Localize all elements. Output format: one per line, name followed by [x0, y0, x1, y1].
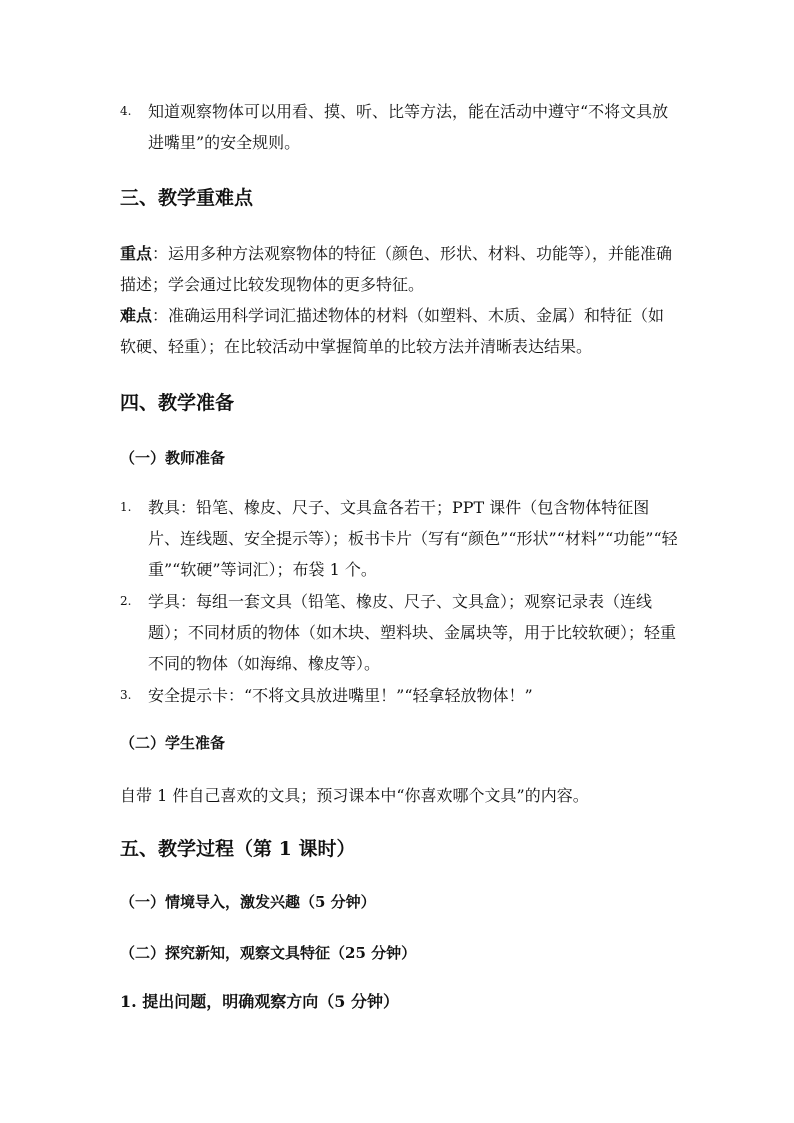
list-number: 3.	[120, 688, 132, 702]
process-sub-heading-1: （一）情境导入，激发兴趣（5 分钟）	[120, 893, 376, 911]
teacher-prep-item-1	[120, 492, 680, 585]
student-prep-heading: （二）学生准备	[120, 734, 226, 752]
list-text: 知道观察物体可以用看、摸、听、比等方法，能在活动中遵守“不将文具放进嘴里”的安全规则。	[148, 102, 669, 152]
process-step-heading-1: 1. 提出问题，明确观察方向（5 分钟）	[120, 992, 399, 1011]
list-number: 4.	[120, 104, 132, 118]
student-prep-paragraph: 自带 1 件自己喜欢的文具；预习课本中“你喜欢哪个文具”的内容。	[120, 786, 589, 805]
teacher-prep-heading: （一）教师准备	[120, 449, 226, 467]
section-heading-5: 五、教学过程（第 1 课时）	[120, 838, 356, 860]
list-number: 1.	[120, 500, 132, 514]
list-text: 学具：每组一套文具（铅笔、橡皮、尺子、文具盒）；观察记录表（连线题）；不同材质的物体（如木块、塑料块、金属块等，用于比较软硬）；轻重不同的物体（如海绵、橡皮等）。	[148, 592, 677, 673]
key-point-label: 重点	[120, 244, 153, 263]
section-heading-4: 四、教学准备	[120, 392, 235, 414]
teacher-prep-item-2	[120, 586, 680, 679]
teacher-prep-item-3	[120, 680, 680, 711]
section-heading-3: 三、教学重难点	[120, 187, 254, 209]
difficulty-text: ：准确运用科学词汇描述物体的材料（如塑料、木质、金属）和特征（如软硬、轻重）；在比较活动中掌握简单的比较方法并清晰表达结果。	[120, 306, 665, 356]
objective-item-4	[120, 96, 680, 158]
list-number: 2.	[120, 594, 132, 608]
key-point-paragraph	[120, 238, 680, 300]
difficulty-label: 难点	[120, 306, 153, 325]
list-text: 安全提示卡：“不将文具放进嘴里！”“轻拿轻放物体！”	[148, 686, 533, 705]
key-point-text: ：运用多种方法观察物体的特征（颜色、形状、材料、功能等），并能准确描述；学会通过比较发现物体的更多特征。	[120, 244, 673, 294]
process-sub-heading-2: （二）探究新知，观察文具特征（25 分钟）	[120, 944, 417, 962]
difficulty-paragraph	[120, 300, 680, 362]
list-text: 教具：铅笔、橡皮、尺子、文具盒各若干；PPT 课件（包含物体特征图片、连线题、安全提示等）；板书卡片（写有“颜色”“形状”“材料”“功能”“轻重”“软硬”等词汇）；布袋 1 个。	[148, 498, 678, 579]
